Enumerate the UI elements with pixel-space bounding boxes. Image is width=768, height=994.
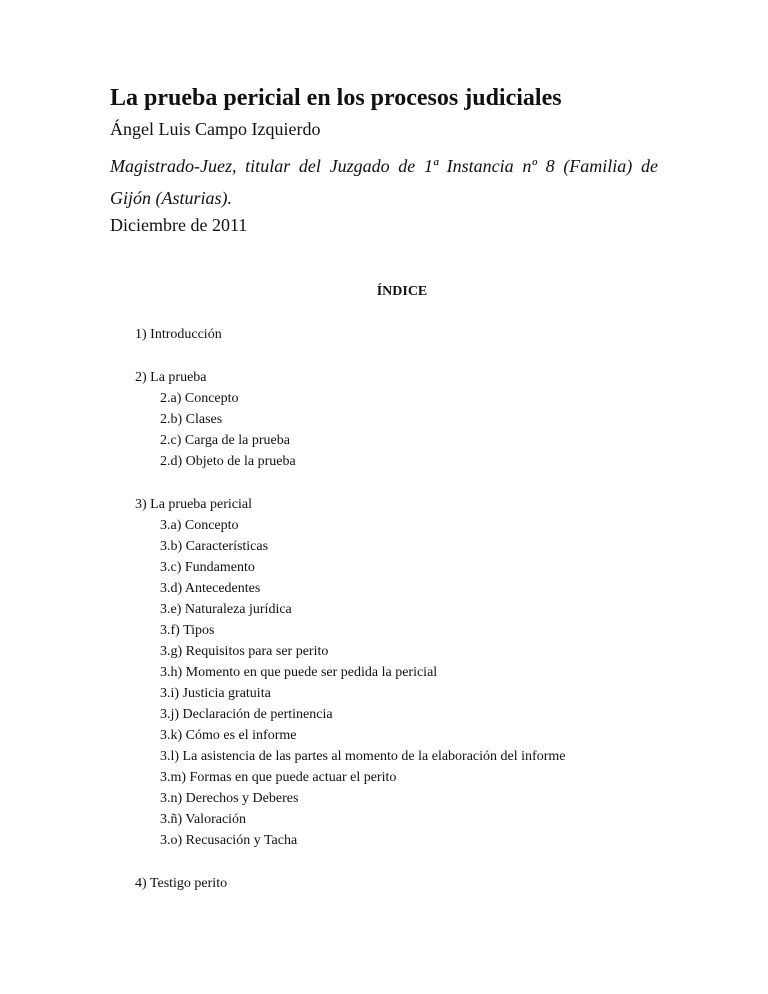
toc-item: 4) Testigo perito xyxy=(135,876,228,891)
document-date: Diciembre de 2011 xyxy=(110,215,248,235)
toc-subitem: 3.o) Recusación y Tacha xyxy=(160,833,298,848)
toc-subitem: 3.d) Antecedentes xyxy=(160,581,261,596)
toc-section-1 xyxy=(135,324,565,345)
toc-subitem: 3.f) Tipos xyxy=(160,623,215,638)
toc-section-3 xyxy=(135,494,565,851)
toc-subitem: 2.d) Objeto de la prueba xyxy=(160,454,296,469)
toc-subitem: 3.l) La asistencia de las partes al momento de la elaboración del informe xyxy=(160,749,566,764)
toc-section-2 xyxy=(135,367,565,472)
toc-subitem: 3.j) Declaración de pertinencia xyxy=(160,707,333,722)
author-affiliation: Magistrado-Juez, titular del Juzgado de 1ª Instancia nº 8 (Familia) de Gijón (Asturias). xyxy=(110,156,658,208)
toc-subitem: 3.h) Momento en que puede ser pedida la pericial xyxy=(160,665,438,680)
toc-subitem: 3.b) Características xyxy=(160,539,269,554)
table-of-contents xyxy=(135,324,565,916)
document-title: La prueba pericial en los procesos judiciales xyxy=(110,85,562,111)
toc-subitem: 3.ñ) Valoración xyxy=(160,812,247,827)
toc-subitem: 2.b) Clases xyxy=(160,412,223,427)
toc-subitem: 3.a) Concepto xyxy=(160,518,239,533)
toc-subitem: 3.g) Requisitos para ser perito xyxy=(160,644,329,659)
toc-item: 1) Introducción xyxy=(135,327,222,342)
toc-subitem: 3.k) Cómo es el informe xyxy=(160,728,297,743)
toc-item: 2) La prueba xyxy=(135,370,207,385)
toc-subitem: 3.i) Justicia gratuita xyxy=(160,686,271,701)
document-author: Ángel Luis Campo Izquierdo xyxy=(110,119,321,139)
toc-subitem: 3.m) Formas en que puede actuar el perito xyxy=(160,770,397,785)
toc-section-4 xyxy=(135,873,565,894)
toc-subitem: 2.c) Carga de la prueba xyxy=(160,433,290,448)
toc-subitem: 3.n) Derechos y Deberes xyxy=(160,791,299,806)
toc-subitem: 3.c) Fundamento xyxy=(160,560,255,575)
toc-subitem: 2.a) Concepto xyxy=(160,391,239,406)
toc-subitem: 3.e) Naturaleza jurídica xyxy=(160,602,292,617)
toc-item: 3) La prueba pericial xyxy=(135,497,252,512)
index-heading: ÍNDICE xyxy=(376,284,428,299)
